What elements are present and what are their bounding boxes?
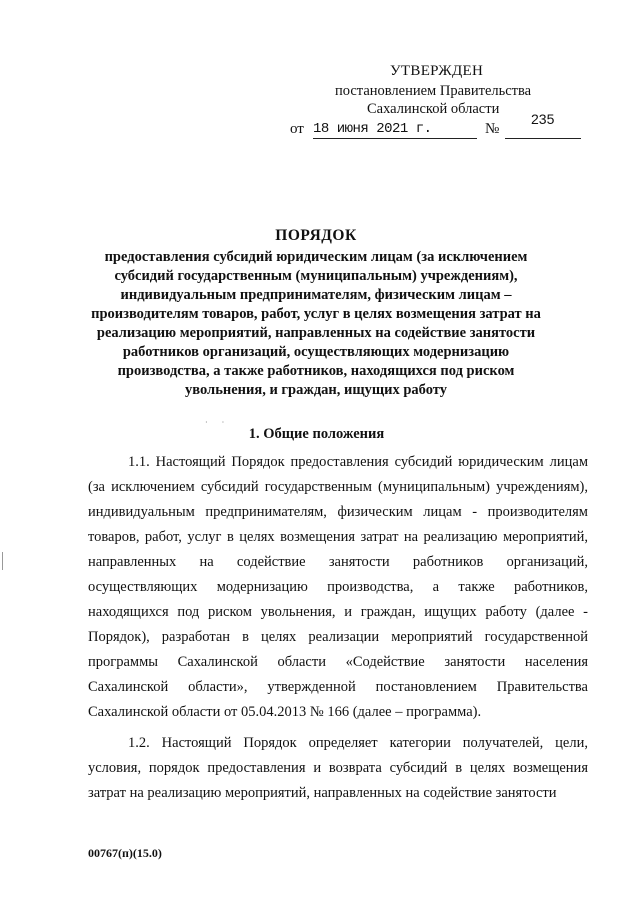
document-heading — [88, 226, 544, 400]
footer-code: 00767(п)(15.0) — [88, 846, 162, 860]
scan-dots: · · — [205, 418, 225, 427]
document-subtitle: предоставления субсидий юридическим лицам (за исключением субсидий государственным (муниципальным) учреждениям), индивидуальным предпринимателям, физическим лицам – производителям товаров, работ, услуг в целях возмещения затрат на реализацию мероприятий, направленных на содействие занятости работников организаций, осуществляющих модернизацию производства, а также работников, находящихся под риском увольнения, и граждан, ищущих работу — [91, 249, 541, 398]
date-field — [313, 118, 477, 139]
decree-label: постановлением Правительства — [335, 83, 532, 99]
decree-date: 18 июня 2021 г. — [313, 121, 432, 137]
paragraph-1-1: 1.1. Настоящий Порядок предоставления субсидий юридическим лицам (за исключением субсидий государственным (муниципальным) учреждениям), индивидуальным предпринимателям, физическим лицам - производителям товаров, работ, услуг в целях возмещения затрат на реализацию мероприятий, направленных на содействие занятости работников организаций, осуществляющих модернизацию производства, а также работников, находящихся под риском увольнения, и граждан, ищущих работу (далее - Порядок), разработан в целях реализации мероприятий государственной программы Сахалинской области «Содействие занятости населения Сахалинской области», утвержденной постановлением Правительства Сахалинской области от 05.04.2013 № 166 (далее – программа). — [88, 454, 588, 720]
decree-date-line — [280, 111, 590, 142]
paragraph-1-2: 1.2. Настоящий Порядок определяет категории получателей, цели, условия, порядок предоставления и возврата субсидий в целях возмещения затрат на реализацию мероприятий, направленных на содействие занятости — [88, 735, 588, 801]
document-title: ПОРЯДОК — [275, 227, 357, 244]
number-field — [505, 111, 581, 139]
region-label: Сахалинской области — [367, 101, 500, 117]
scan-edge-mark — [2, 552, 6, 570]
number-label: № — [485, 121, 500, 137]
approved-label: УТВЕРЖДЕН — [390, 63, 484, 79]
decree-number: 235 — [531, 111, 555, 127]
section-title: 1. Общие положения — [248, 426, 385, 442]
from-label: от — [290, 121, 304, 137]
section-body — [88, 450, 588, 806]
